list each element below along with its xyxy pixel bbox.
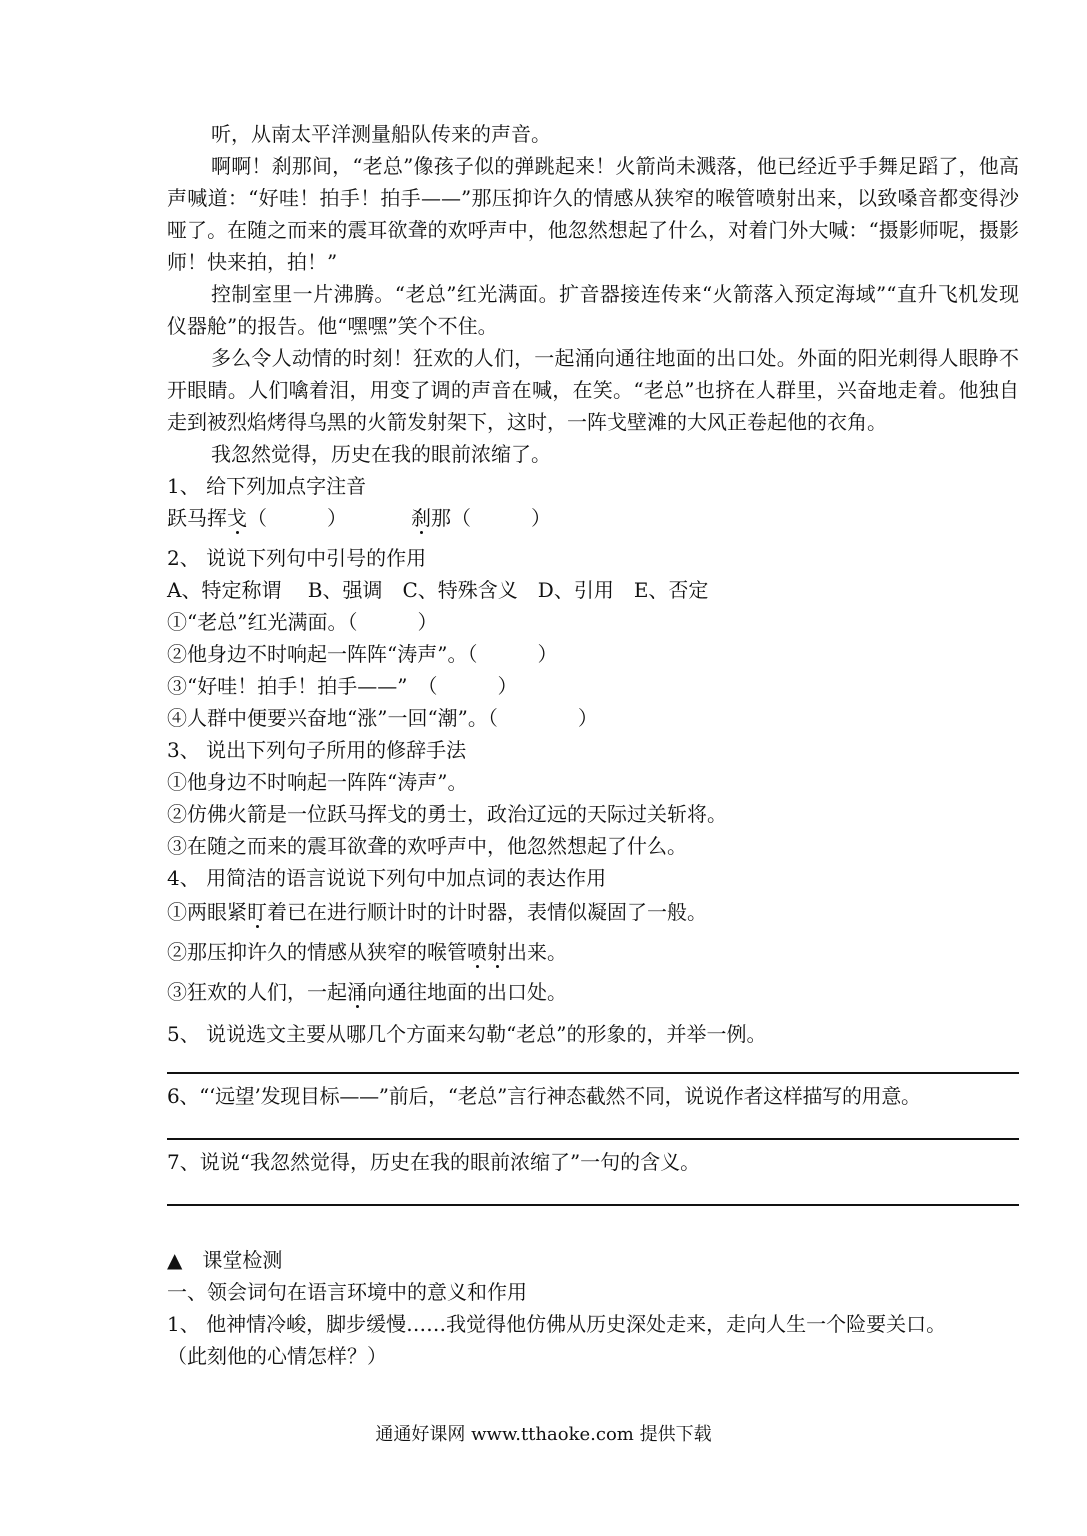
dotted-char: 喷 [467, 940, 487, 964]
question-2-options: A、特定称谓 B、强调 C、特殊含义 D、引用 E、否定 [167, 578, 709, 602]
dotted-char: 刹 [411, 506, 431, 530]
passage-paragraph-4: 多么令人动情的时刻！狂欢的人们，一起涌向通往地面的出口处。外面的阳光刺得人眼睁不开眼睛。人们噙着泪，用变了调的声音在喊，在笑。“老总”也挤在人群里，兴奋地走着。他独自走到被烈焰烤得乌黑的火箭发射架下，这时，一阵戈壁滩的大风正卷起他的衣角。 [167, 346, 1019, 434]
document-body [167, 118, 1019, 1372]
question-3-title: 3、 说出下列句子所用的修辞手法 [167, 738, 467, 762]
section-subheading: 一、领会词句在语言环境中的意义和作用 [167, 1280, 527, 1304]
question-4-item-1: ①两眼紧盯着已在进行顺计时的计时器，表情似凝固了一般。 [167, 900, 707, 924]
dotted-char: 戈 [227, 506, 247, 530]
question-7-title: 7、说说“我忽然觉得，历史在我的眼前浓缩了”一句的含义。 [167, 1150, 701, 1174]
dotted-char: 涌 [347, 980, 367, 1004]
section-question-1-note: （此刻他的心情怎样？） [167, 1344, 387, 1368]
passage-paragraph-1: 听，从南太平洋测量船队传来的声音。 [211, 122, 551, 146]
question-2-title: 2、 说说下列句中引号的作用 [167, 546, 427, 570]
question-1-items [167, 502, 1019, 534]
question-2-item-2: ②他身边不时响起一阵阵“涛声”。（ ） [167, 642, 558, 666]
question-4-item-3: ③狂欢的人们，一起涌向通往地面的出口处。 [167, 980, 567, 1004]
question-6-title: 6、“‘远望’发现目标——”前后，“老总”言行神态截然不同，说说作者这样描写的用意。 [167, 1084, 921, 1108]
section-heading: ▲ 课堂检测 [167, 1248, 283, 1272]
question-2-item-1: ①“老总”红光满面。（ ） [167, 610, 438, 634]
question-3-item-3: ③在随之而来的震耳欲聋的欢呼声中，他忽然想起了什么。 [167, 834, 687, 858]
passage-paragraph-2: 啊啊！刹那间，“老总”像孩子似的弹跳起来！火箭尚未溅落，他已经近乎手舞足蹈了，他高声喊道：“好哇！拍手！拍手——”那压抑许久的情感从狭窄的喉管喷射出来，以致嗓音都变得沙哑了。在随之而来的震耳欲聋的欢呼声中，他忽然想起了什么，对着门外大喊：“摄影师呢，摄影师！快来拍，拍！” [167, 154, 1019, 274]
dotted-char: 射 [487, 940, 507, 964]
question-2-item-4: ④人群中便要兴奋地“涨”一回“潮”。（ ） [167, 706, 598, 730]
passage-paragraph-5: 我忽然觉得，历史在我的眼前浓缩了。 [211, 442, 551, 466]
question-2-item-3: ③“好哇！拍手！拍手——” （ ） [167, 674, 518, 698]
dotted-char: 盯 [247, 900, 267, 924]
page-footer: 通通好课网 www.tthaoke.com 提供下载 [375, 1424, 712, 1445]
q1-item-2: 刹那（ ） [411, 506, 551, 530]
question-1-title: 1、 给下列加点字注音 [167, 474, 367, 498]
q1-item-1: 跃马挥戈（ ） [167, 506, 347, 530]
passage-paragraph-3: 控制室里一片沸腾。“老总”红光满面。扩音器接连传来“火箭落入预定海域”“直升飞机发现仪器舱”的报告。他“嘿嘿”笑个不住。 [167, 282, 1019, 338]
question-3-item-2: ②仿佛火箭是一位跃马挥戈的勇士，政治辽远的天际过关斩将。 [167, 802, 727, 826]
question-4-item-2: ②那压抑许久的情感从狭窄的喉管喷射出来。 [167, 940, 567, 964]
question-3-item-1: ①他身边不时响起一阵阵“涛声”。 [167, 770, 468, 794]
question-5-title: 5、 说说选文主要从哪几个方面来勾勒“老总”的形象的，并举一例。 [167, 1022, 767, 1046]
section-question-1: 1、 他神情冷峻，脚步缓慢……我觉得他仿佛从历史深处走来，走向人生一个险要关口。 [167, 1312, 947, 1336]
question-4-title: 4、 用简洁的语言说说下列句中加点词的表达作用 [167, 866, 607, 890]
